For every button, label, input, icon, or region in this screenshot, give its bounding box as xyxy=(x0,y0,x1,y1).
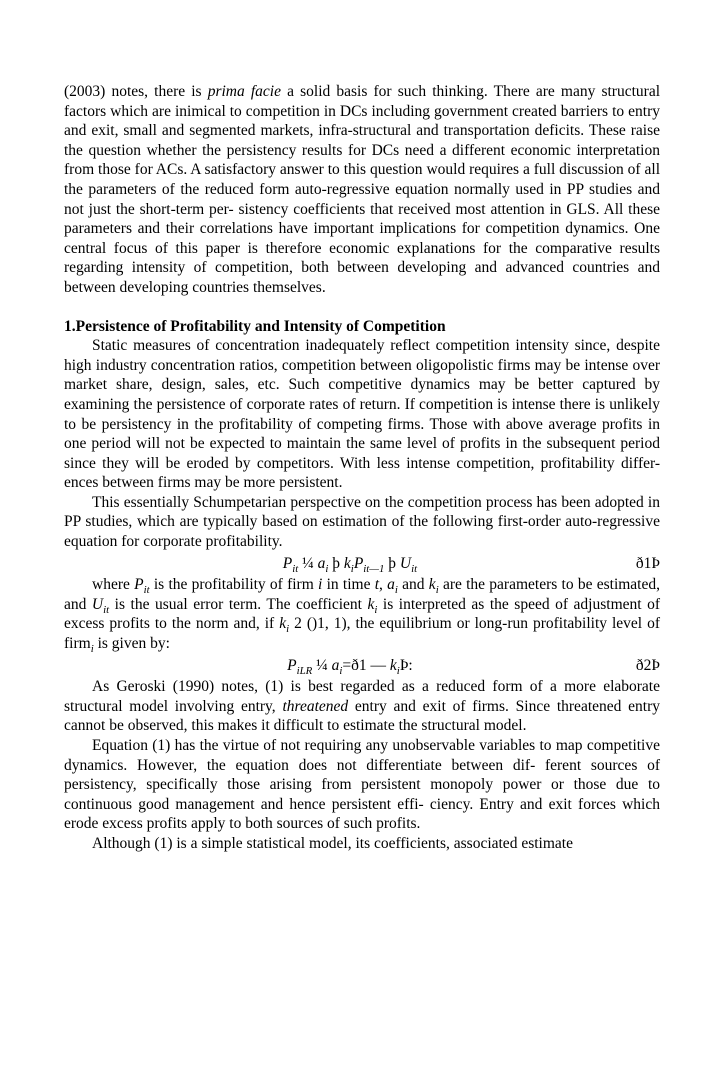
paragraph-where-definition: where $P_{it}$ is the profitability of firm i in time t, $a_i$ and $k_i$ are the parameters to be estimated, and $U_{it}$ is the usual error term. The coefficient $k_i$ is interpreted as the speed of adjustment of excess profits to the norm and, if $k_i$ 2 ()1, 1), the equilibrium or long-run profitability level of firm$_i$ is given by: xyxy=(64,576,660,656)
equation-1-number: ð1Þ xyxy=(635,554,660,572)
paragraph-schumpetarian: This essentially Schumpetarian perspective on the competition process has been adopted in PP studies, which are typically based on estimation of the following first-order auto-regressive equation for corporate profitability. xyxy=(64,493,660,551)
paragraph-static-measures: Static measures of concentration inadequately reflect competition intensity since, despite high industry concentration ratios, competition between oligopolistic firms may be intense over market share, design, sales, etc. Such competitive dynamics may be better captured by examining the persistence of corporate rates of return. If competition is intense there is unlikely to be persistency in the profitability of competing firms. Those with above average profits in one period will not be expected to maintain the same level of profits in the subsequent period since they will be eroded by competitors. With less intense competition, profitability differ- ences between firms may be more persistent. xyxy=(64,337,660,492)
equation-1-body: $P_{it}$ ¼ $a_i$ þ $k_iP_{it—1}$ þ $U_{it}$ xyxy=(282,554,418,575)
equation-2-number: ð2Þ xyxy=(635,656,660,674)
equation-1 xyxy=(64,554,660,574)
equation-2-body: $P_{iLR}$ ¼ $a_i=ð1$ — $k_iÞ$: xyxy=(287,656,413,677)
section-heading: 1.Persistence of Profitability and Intensity of Competition xyxy=(64,317,446,335)
paragraph-although: Although (1) is a simple statistical model, its coefficients, associated estimate xyxy=(92,834,573,852)
page-content xyxy=(64,82,660,854)
paragraph-equation-virtue: Equation (1) has the virtue of not requiring any unobservable variables to map competitive dynamics. However, the equation does not differentiate between dif- ferent sources of persistency, specifically those arising from persistent monopoly power or those due to continuous good management and hence persistent effi- ciency. Entry and exit forces which erode excess profits apply to both sources of such profits. xyxy=(64,737,660,833)
equation-2 xyxy=(64,656,660,676)
paragraph-intro: (2003) notes, there is prima facie a solid basis for such thinking. There are many structural factors which are inimical to competition in DCs including government created barriers to entry and exit, small and segmented markets, infra-structural and transportation deficits. These raise the question whether the persistency results for DCs need a different economic interpretation from those for ACs. A satisfactory answer to this question would requires a full discussion of all the parameters of the reduced form auto-regressive equation normally used in PP studies and not just the short-term per- sistency coefficients that received most attention in GLS. All these parameters and their correlations have important implications for competition dynamics. One central focus of this paper is therefore economic explanations for the comparative results regarding intensity of competition, both between developing and advanced countries and between developing countries themselves. xyxy=(64,83,661,296)
paragraph-geroski: As Geroski (1990) notes, (1) is best regarded as a reduced form of a more elaborate structural model involving entry, threatened entry and exit of firms. Since threatened entry cannot be observed, this makes it difficult to estimate the structural model. xyxy=(64,678,660,735)
